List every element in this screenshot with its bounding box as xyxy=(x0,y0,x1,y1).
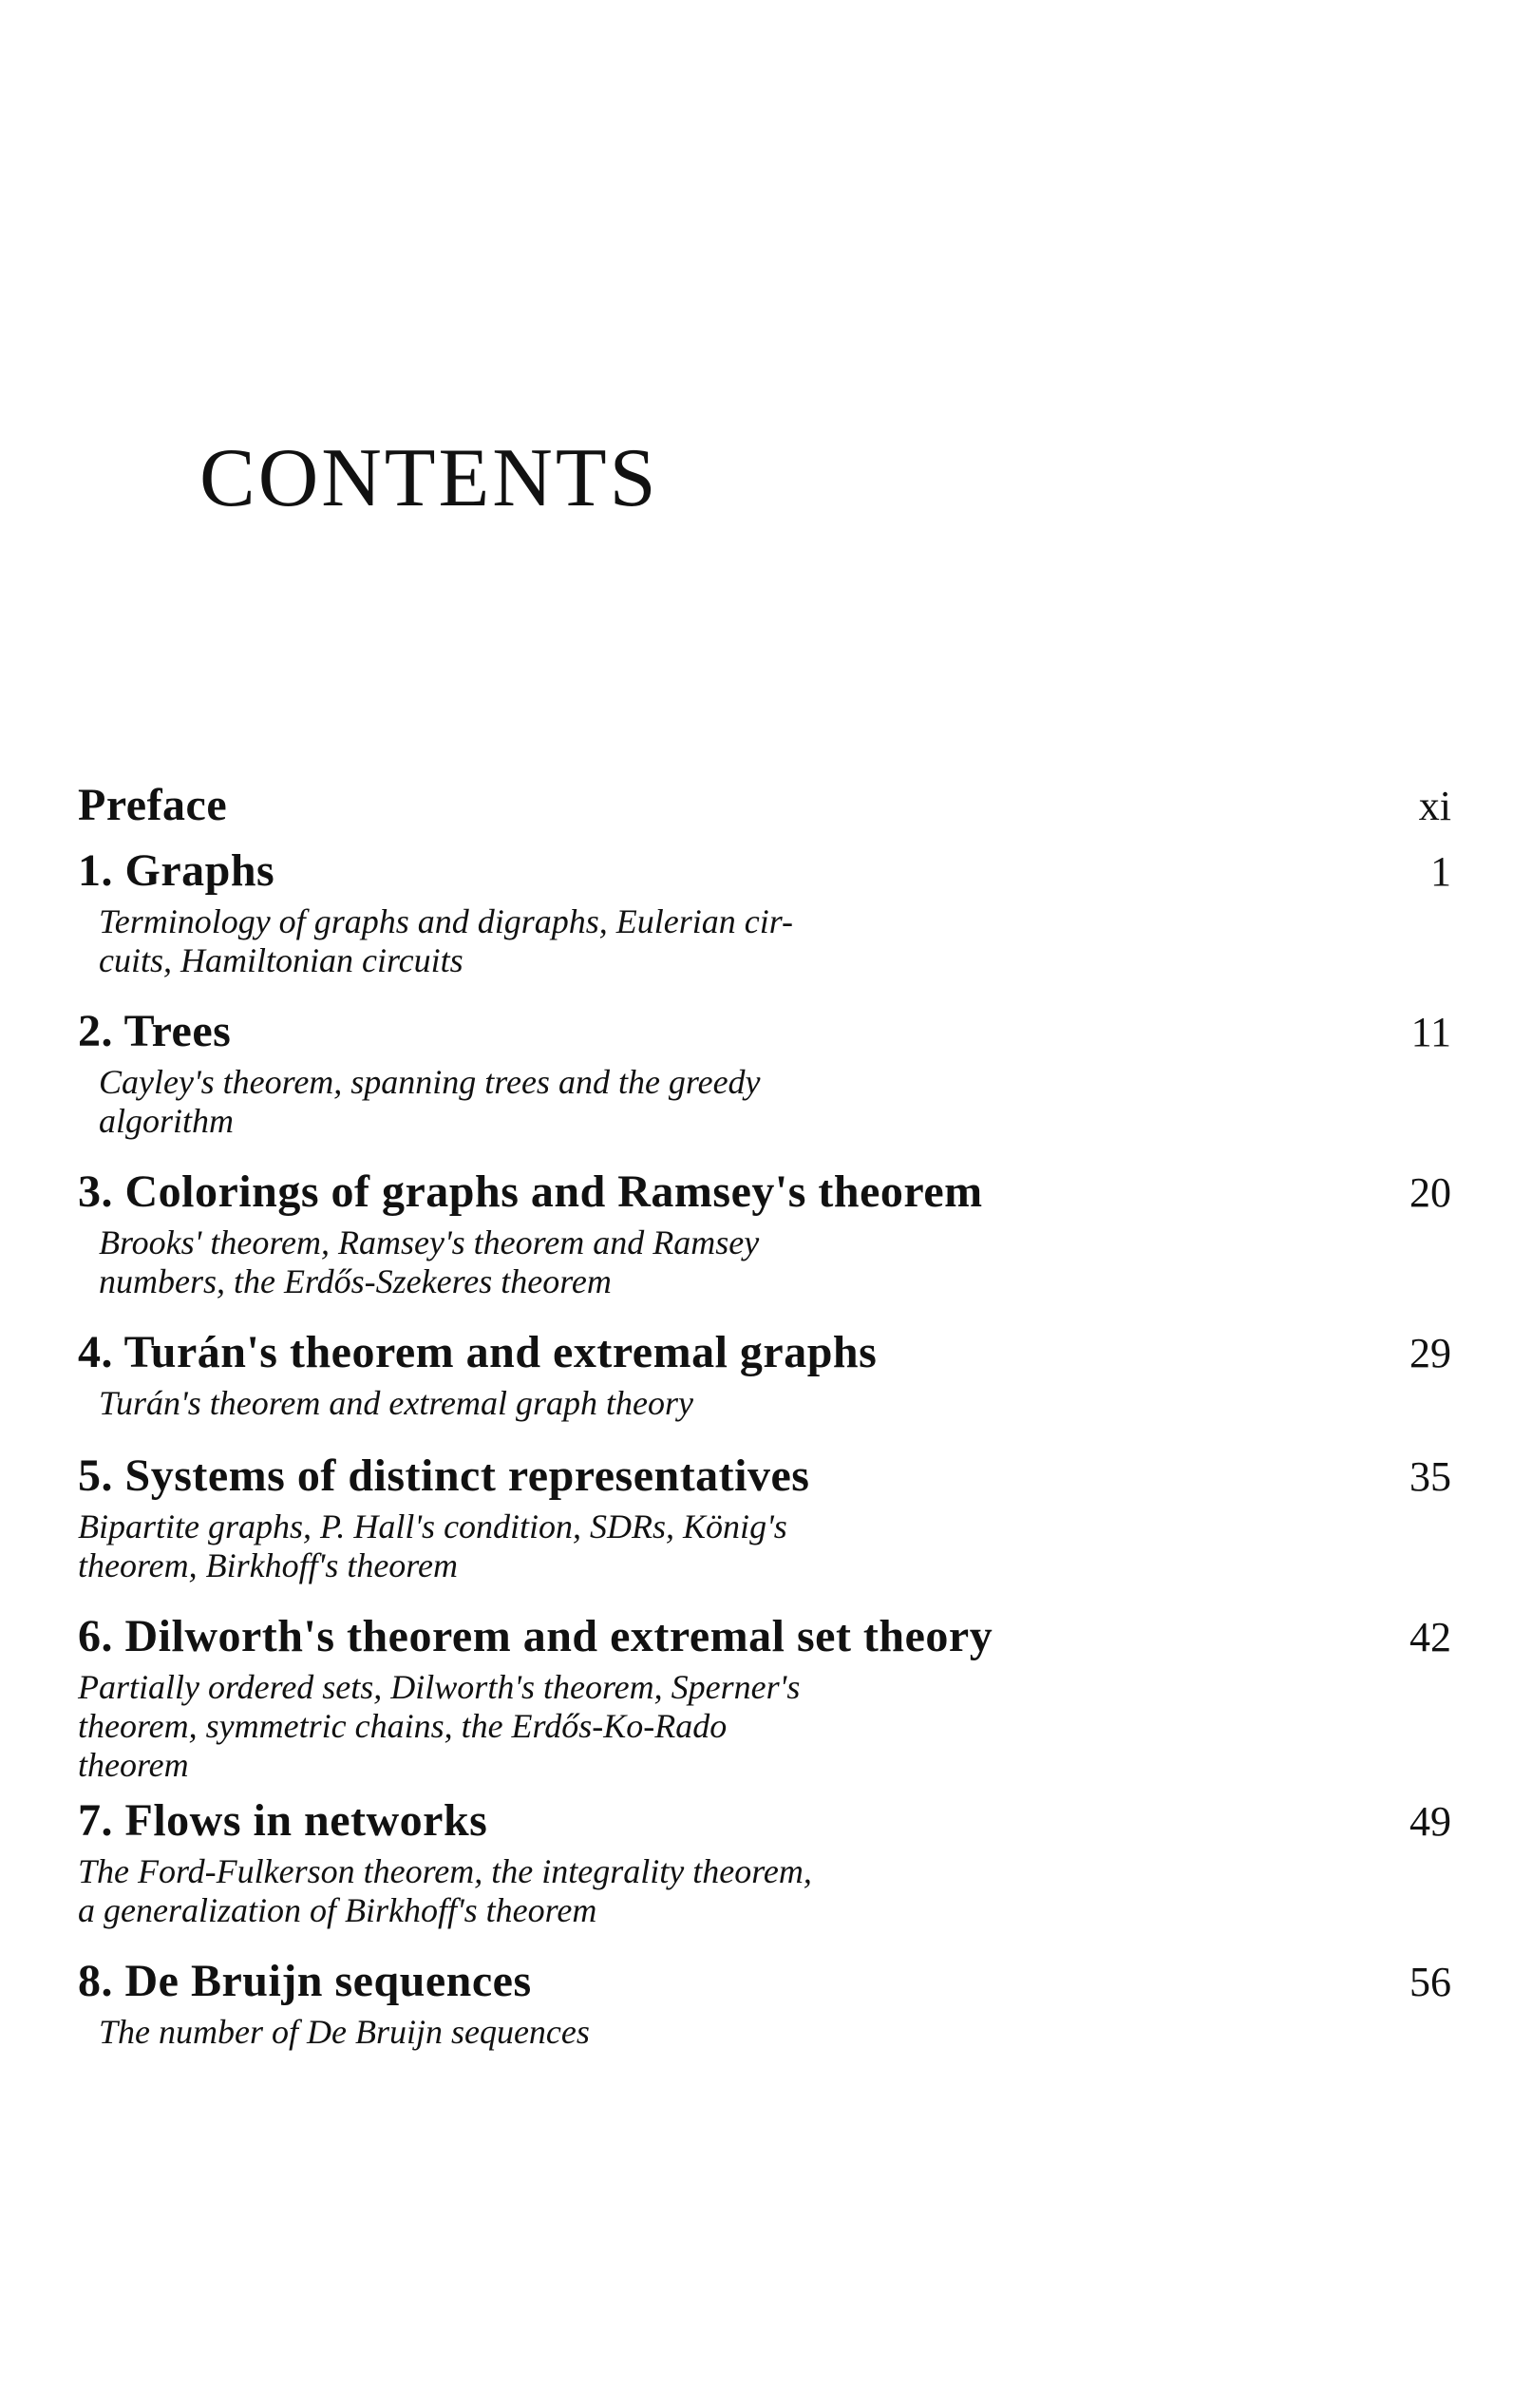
toc-entry-head xyxy=(78,841,1451,902)
toc-entry-description: The Ford-Fulkerson theorem, the integrality theorem, a generalization of Birkhoff's theorem xyxy=(78,1852,812,1929)
toc-entry-title[interactable]: 3. Colorings of graphs and Ramsey's theorem xyxy=(78,1166,983,1217)
toc-entry-head xyxy=(78,1446,1451,1507)
page-title: CONTENTS xyxy=(199,432,659,524)
toc-entry-description: Bipartite graphs, P. Hall's condition, SDRs, König's theorem, Birkhoff's theorem xyxy=(78,1507,787,1584)
toc-entry-head xyxy=(78,1162,1451,1223)
toc-entry-head xyxy=(78,1322,1451,1384)
toc-entry-page: 20 xyxy=(1409,1169,1451,1216)
toc-entry-page: 42 xyxy=(1409,1614,1451,1660)
toc-entry-head xyxy=(78,1951,1451,2013)
toc-entry-head xyxy=(78,1001,1451,1063)
toc-entry-chapter-6 xyxy=(78,1606,1451,1785)
toc-entry-description: Terminology of graphs and digraphs, Eulerian cir- cuits, Hamiltonian circuits xyxy=(99,902,793,979)
toc-entry-chapter-5 xyxy=(78,1446,1451,1585)
toc-entry-page: xi xyxy=(1418,783,1451,829)
toc-entry-head xyxy=(78,1606,1451,1668)
toc-entry-head xyxy=(78,1791,1451,1852)
toc-entry-title[interactable]: 1. Graphs xyxy=(78,845,275,896)
toc-entry-title[interactable]: 8. De Bruijn sequences xyxy=(78,1956,532,2006)
toc-entry-title[interactable]: 4. Turán's theorem and extremal graphs xyxy=(78,1327,878,1377)
toc-entry-page: 49 xyxy=(1409,1798,1451,1845)
toc-entry-chapter-3 xyxy=(78,1162,1451,1301)
toc-entry-title[interactable]: 2. Trees xyxy=(78,1006,232,1056)
toc-entry-chapter-4 xyxy=(78,1322,1451,1423)
toc-entry-description: Partially ordered sets, Dilworth's theorem, Sperner's theorem, symmetric chains, the Erdős-Ko-Rado theorem xyxy=(78,1668,801,1784)
toc-entry-page: 29 xyxy=(1409,1330,1451,1376)
toc-entry-chapter-1 xyxy=(78,841,1451,980)
toc-entry-description: The number of De Bruijn sequences xyxy=(99,2013,590,2051)
toc-entry-preface xyxy=(78,775,1451,837)
toc-entry-description: Brooks' theorem, Ramsey's theorem and Ramsey numbers, the Erdős-Szekeres theorem xyxy=(99,1223,760,1300)
toc-entry-chapter-2 xyxy=(78,1001,1451,1141)
toc-entry-chapter-8 xyxy=(78,1951,1451,2052)
toc-entry-chapter-7 xyxy=(78,1791,1451,1930)
toc-entry-page: 1 xyxy=(1430,848,1451,895)
toc-entry-title[interactable]: 7. Flows in networks xyxy=(78,1795,488,1846)
toc-entry-page: 35 xyxy=(1409,1453,1451,1500)
toc-entry-title[interactable]: 5. Systems of distinct representatives xyxy=(78,1450,810,1501)
toc-entry-title[interactable]: 6. Dilworth's theorem and extremal set theory xyxy=(78,1611,993,1661)
toc-entry-title[interactable]: Preface xyxy=(78,780,228,830)
toc-entry-page: 11 xyxy=(1410,1009,1451,1055)
toc-entry-page: 56 xyxy=(1409,1959,1451,2005)
table-of-contents xyxy=(78,775,1451,2052)
toc-entry-description: Turán's theorem and extremal graph theory xyxy=(99,1384,693,1422)
toc-entry-head xyxy=(78,775,1451,837)
toc-entry-description: Cayley's theorem, spanning trees and the greedy algorithm xyxy=(99,1063,761,1140)
